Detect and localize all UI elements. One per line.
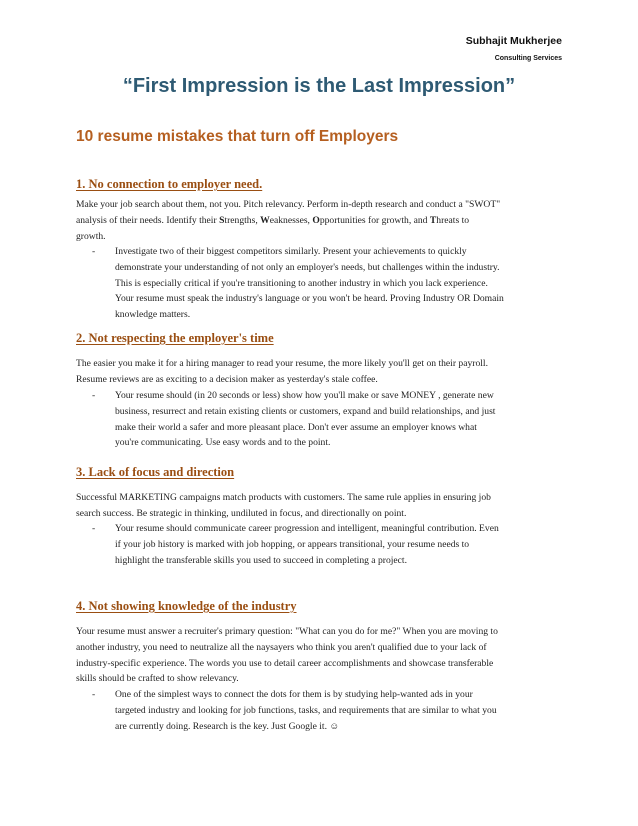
paragraph-line: Your resume must answer a recruiter's primary question: "What can you do for me?" When you are moving to <box>76 626 498 637</box>
bullet-line: This is especially critical if you're transitioning to another industry in which you lack experience. <box>115 277 488 289</box>
author-name: Subhajit Mukherjee <box>465 35 562 47</box>
paragraph-line: search success. Be strategic in thinking, undiluted in focus, and directionally on point. <box>76 507 407 519</box>
section-paragraph-4 <box>76 624 564 687</box>
bullet-line: Your resume should communicate career progression and intelligent, meaningful contribution. Even <box>115 523 499 534</box>
paragraph-line: Resume reviews are as exciting to a decision maker as yesterday's stale coffee. <box>76 373 378 385</box>
paragraph-line: industry-specific experience. The words you use to detail career accomplishments and showcase transferable <box>76 657 494 669</box>
paragraph-line: The easier you make it for a hiring manager to read your resume, the more likely you'll get on their payroll. <box>76 358 488 369</box>
section-heading-1: 1. No connection to employer need. <box>76 177 263 191</box>
bullet-line: Your resume must speak the industry's language or you won't be heard. Proving Industry OR Domain <box>115 293 504 305</box>
paragraph-line: Successful MARKETING campaigns match products with customers. The same rule applies in ensuring job <box>76 492 491 503</box>
section-heading-2: 2. Not respecting the employer's time <box>76 331 274 345</box>
document-title: “First Impression is the Last Impression” <box>122 75 516 97</box>
bullet-line: Your resume should (in 20 seconds or less) show how you'll make or save MONEY , generate new <box>115 390 494 401</box>
paragraph-line: Make your job search about them, not you. Pitch relevancy. Perform in-depth research and conduct a "SWOT" <box>76 199 501 210</box>
paragraph-line: another industry, you need to neutralize all the naysayers who think you aren't qualified due to your lack of <box>76 641 487 653</box>
bullet-line: business, resurrect and retain existing clients or customers, expand and build relationships, and just <box>115 405 496 417</box>
author-block <box>466 35 562 63</box>
bullet-line: if your job history is marked with job hopping, or appears transitional, your resume needs to <box>115 538 470 550</box>
document-subtitle: 10 resume mistakes that turn off Employers <box>76 128 399 145</box>
bullet-line: targeted industry and looking for job functions, tasks, and requirements that are similar to what you <box>115 704 497 716</box>
section-paragraph-1 <box>76 197 564 244</box>
paragraph-line: growth. <box>76 230 106 242</box>
paragraph-line: skills should be crafted to show relevancy. <box>76 673 239 685</box>
bullet-line: are currently doing. Research is the key. Just Google it. ☺ <box>115 720 340 732</box>
author-subtitle: Consulting Services <box>494 55 562 62</box>
bullet-line: highlight the transferable skills you used to succeed in completing a project. <box>115 554 408 566</box>
bullet-dash: - <box>92 246 96 257</box>
section-heading-3: 3. Lack of focus and direction <box>76 465 235 479</box>
section-heading-4: 4. Not showing knowledge of the industry <box>76 599 297 613</box>
bullet-line: knowledge matters. <box>115 309 191 321</box>
bullet-dash: - <box>92 390 96 401</box>
bullet-dash: - <box>92 523 96 534</box>
bullet-dash: - <box>92 689 96 700</box>
bullet-line: you're communicating. Use easy words and to the point. <box>115 437 331 449</box>
section-paragraph-2 <box>76 356 564 388</box>
section-paragraph-3 <box>76 490 564 522</box>
bullet-line: demonstrate your understanding of not only an employer's needs, but challenges within the industry. <box>115 261 500 273</box>
bullet-line: Investigate two of their biggest competitors similarly. Present your achievements to quickly <box>115 246 467 257</box>
bullet-line: make their world a safer and more pleasant place. Don't ever assume an employer knows what <box>115 421 477 433</box>
bullet-line: One of the simplest ways to connect the dots for them is by studying help-wanted ads in your <box>115 689 473 700</box>
paragraph-line: analysis of their needs. Identify their Strengths, Weaknesses, Opportunities for growth, and Threats to <box>76 214 470 226</box>
